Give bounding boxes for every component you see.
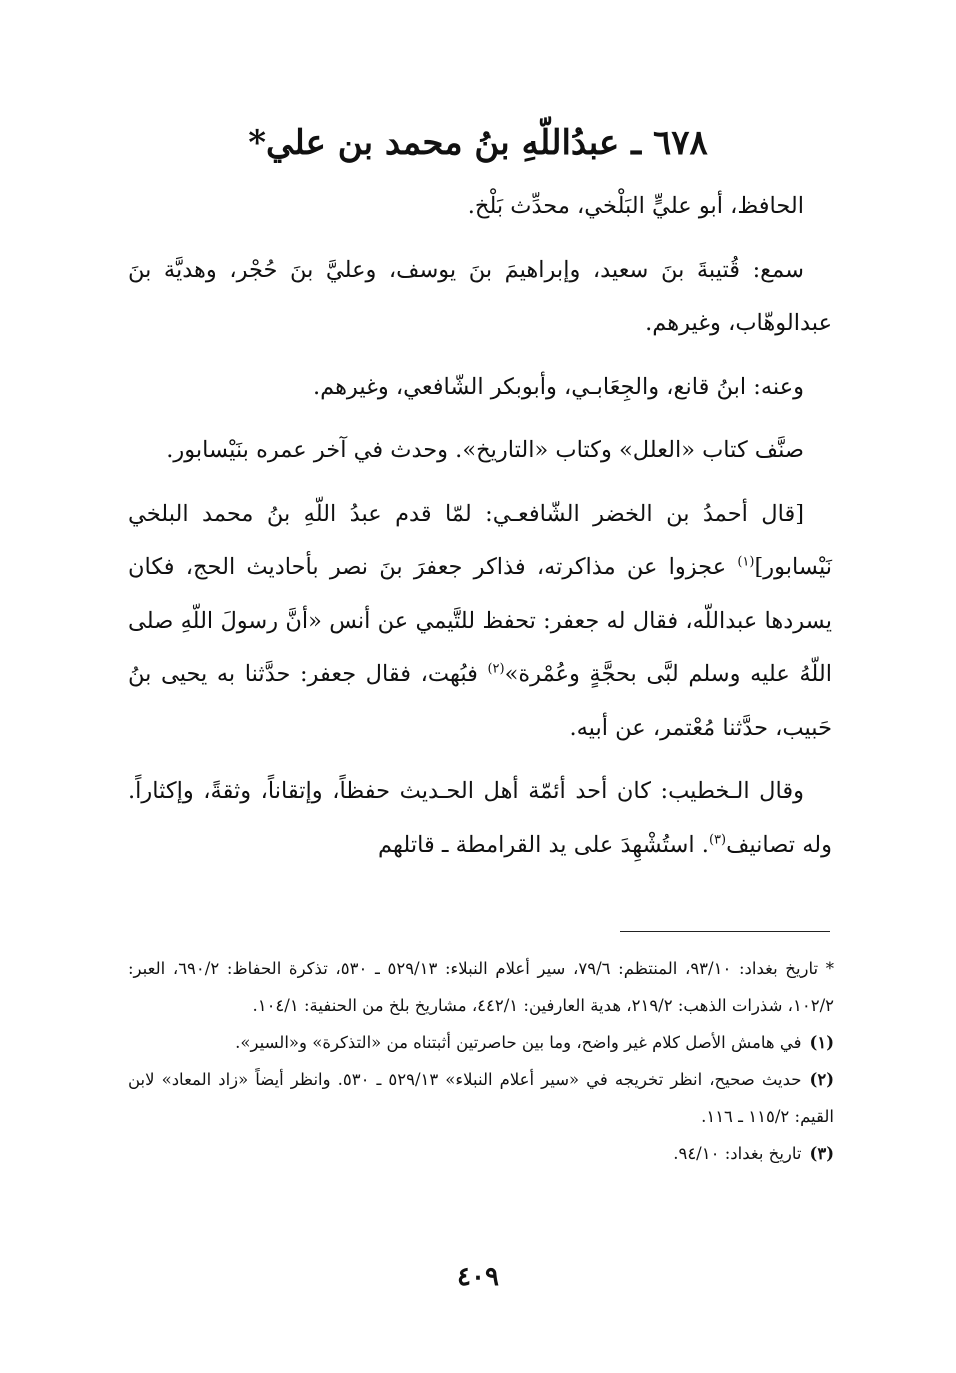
- footnote-3-text: تاريخ بغداد: ٩٤/١٠.: [673, 1144, 802, 1163]
- paragraph-works-text: صنَّف كتاب «العلل» وكتاب «التاريخ». وحدث في آخر عمره بنَيْسابور.: [166, 437, 804, 463]
- paragraph-teachers: [128, 244, 832, 351]
- paragraph-anecdote: [128, 488, 832, 756]
- paragraph-students: [128, 361, 832, 415]
- paragraph-anecdote-part1: [قال أحمدُ بن الخضر الشّافعـي: لمّا قدم عبدُ اللّهِ بنُ محمد البلخي نَيْسابور]: [128, 500, 832, 580]
- footnote-ref-3[interactable]: (٣): [708, 832, 727, 847]
- paragraph-khatib: [128, 765, 832, 872]
- paragraph-students-text: وعنه: ابنُ قانع، والجِعَابـي، وأبوبكر الشّافعي، وغيرهم.: [312, 373, 804, 400]
- footnotes-section: [128, 950, 834, 1172]
- footnote-divider: [620, 931, 830, 932]
- entry-body: [128, 180, 832, 882]
- paragraph-khatib-part1: وقال الـخطيب: كان أحد أئمّة أهل الحـديث حفظاً، وإتقاناً، وثقةً، وإكثاراً. وله تصانيف: [128, 778, 832, 858]
- footnote-3-mark: (٣): [809, 1144, 834, 1163]
- footnote-ref-2[interactable]: (٢): [487, 661, 505, 677]
- footnote-2: [128, 1061, 834, 1135]
- footnote-2-mark: (٢): [809, 1070, 835, 1089]
- paragraph-anecdote-part2: عجزوا عن مذاكرته، فذاكر جعفرَ بنَ نصر بأحاديث الحج، فكان يسردها عبداللّه، فقال له جعفر: تحفظ للتَّيمي عن أنس «أنَّ رسولَ اللّهِ صلى اللّهُ عليه وسلم لبَّى بحجَّةٍ وعُمْرة»: [128, 554, 832, 687]
- footnote-2-text: حديث صحيح، انظر تخريجه في «سير أعلام النبلاء» ٥٢٩/١٣ ـ ٥٣٠. وانظر أيضاً «زاد المعاد» لابن القيم: ١١٥/٢ ـ ١١٦.: [128, 1070, 834, 1126]
- paragraph-khatib-part2: . استُشْهِدَ على يد القرامطة ـ قاتلهم: [378, 831, 709, 858]
- footnote-1: [128, 1024, 834, 1061]
- entry-heading: ٦٧٨ ـ عبدُاللّهِ بنُ محمد بن علي*: [248, 123, 708, 163]
- footnote-ref-1[interactable]: (١): [737, 554, 755, 570]
- footnote-sources: * تاريخ بغداد: ٩٣/١٠، المنتظم: ٧٩/٦، سير أعلام النبلاء: ٥٢٩/١٣ ـ ٥٣٠، تذكرة الحفاظ: ٦٩٠/٢، العبر: ١٠٢/٢، شذرات الذهب: ٢١٩/٢، هدية العارفين: ٤٤٢/١، مشاريخ بلخ من الحنفية: ١٠٤/١.: [128, 959, 835, 1015]
- paragraph-intro: [128, 180, 832, 234]
- footnote-1-mark: (١): [809, 1033, 834, 1052]
- paragraph-teachers-text: سمع: قُتيبةَ بنَ سعيد، وإبراهيمَ بنَ يوسف، وعليَّ بنَ حُجْر، وهديَّة بنَ عبدالوهّاب، وغيرهم.: [128, 256, 832, 336]
- footnote-3: [128, 1135, 834, 1172]
- paragraph-intro-text: الحافظ، أبو عليٍّ البَلْخي، محدِّث بَلْخ.: [467, 193, 804, 219]
- paragraph-works: [128, 424, 832, 478]
- paragraph-anecdote-part3: فبُهت، فقال جعفر: حدَّثنا به يحيى بنُ حَبيب، حدَّثنا مُعْتمر، عن أبيه.: [128, 661, 832, 741]
- footnote-1-text: في هامش الأصل كلام غير واضح، وما بين حاصرتين أثبتناه من «التذكرة» و«السير».: [235, 1033, 802, 1052]
- page-number: ٤٠٩: [457, 1262, 499, 1292]
